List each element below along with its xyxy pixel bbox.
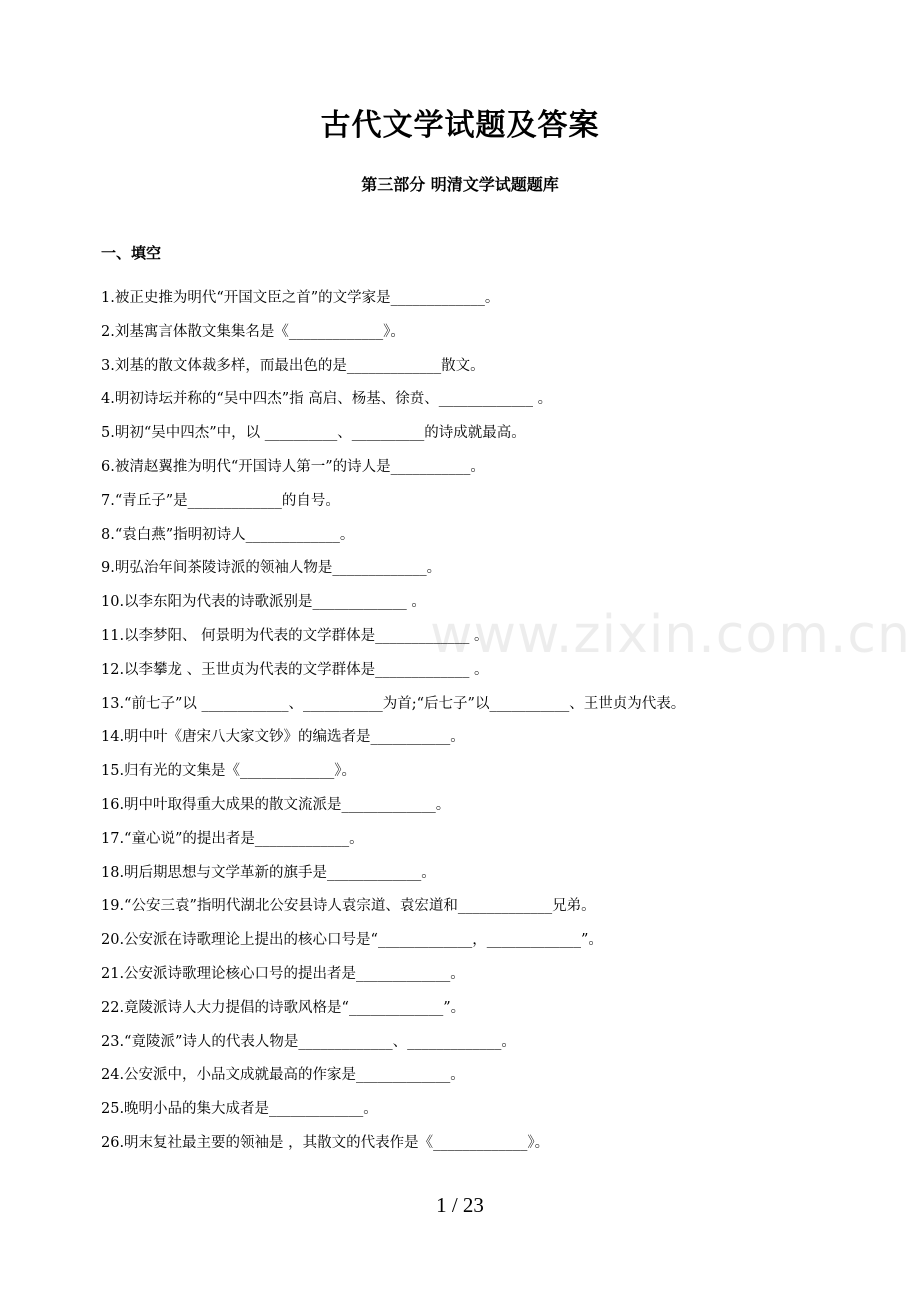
- question-item: 9.明弘治年间茶陵诗派的领袖人物是_____________。: [101, 560, 442, 577]
- question-item: 24.公安派中，小品文成就最高的作家是_____________。: [101, 1067, 465, 1084]
- question-item: 8.“袁白燕”指明初诗人_____________。: [101, 526, 355, 543]
- question-item: 10.以李东阳为代表的诗歌派别是_____________ 。: [101, 594, 426, 611]
- question-item: 15.归有光的文集是《_____________》。: [101, 763, 357, 780]
- question-item: 7.“青丘子”是_____________的自号。: [101, 492, 340, 509]
- question-item: 2.刘基寓言体散文集集名是《_____________》。: [101, 323, 405, 340]
- question-item: 12.以李攀龙 、王世贞为代表的文学群体是_____________ 。: [101, 661, 489, 678]
- question-item: 13.“前七子”以 ____________、___________为首;“后七子”以___________、王世贞为代表。: [101, 695, 686, 712]
- question-item: 19.“公安三袁”指明代湖北公安县诗人袁宗道、袁宏道和_____________兄弟。: [101, 898, 596, 915]
- question-list: [101, 286, 821, 1165]
- question-item: 16.明中叶取得重大成果的散文流派是_____________。: [101, 796, 451, 813]
- question-item: 1.被正史推为明代“开国文臣之首”的文学家是_____________。: [101, 290, 500, 306]
- question-item: 26.明末复社最主要的领袖是 ，其散文的代表作是《_____________》。: [101, 1134, 550, 1151]
- watermark: www.zixin.com.cn: [430, 605, 911, 665]
- page-subtitle: 第三部分 明清文学试题题库: [361, 175, 559, 194]
- question-item: 22.竟陵派诗人大力提倡的诗歌风格是“_____________”。: [101, 999, 466, 1016]
- question-item: 23.“竟陵派”诗人的代表人物是_____________、_____________。: [101, 1033, 516, 1050]
- question-item: 21.公安派诗歌理论核心口号的提出者是_____________。: [101, 965, 465, 982]
- section-heading: 一、填空: [101, 244, 162, 262]
- question-item: 3.刘基的散文体裁多样，而最出色的是_____________散文。: [101, 357, 485, 374]
- page-number: 1 / 23: [436, 1193, 484, 1217]
- question-item: 14.明中叶《唐宋八大家文钞》的编选者是___________。: [101, 729, 465, 746]
- question-item: 17.“童心说”的提出者是_____________。: [101, 830, 364, 847]
- question-item: 6.被清赵翼推为明代“开国诗人第一”的诗人是___________。: [101, 458, 485, 475]
- question-item: 25.晚明小品的集大成者是_____________。: [101, 1101, 378, 1118]
- question-item: 4.明初诗坛并称的“吴中四杰”指 高启、杨基、徐贲、_____________ 。: [101, 391, 553, 408]
- question-item: 5.明初“吴中四杰”中，以 __________、__________的诗成就最高。: [101, 425, 526, 442]
- question-item: 20.公安派在诗歌理论上提出的核心口号是“_____________，_____________”。: [101, 932, 603, 949]
- question-item: 11.以李梦阳、 何景明为代表的文学群体是_____________ 。: [101, 627, 489, 644]
- question-item: 18.明后期思想与文学革新的旗手是_____________。: [101, 864, 436, 881]
- page-title: 古代文学试题及答案: [320, 108, 600, 143]
